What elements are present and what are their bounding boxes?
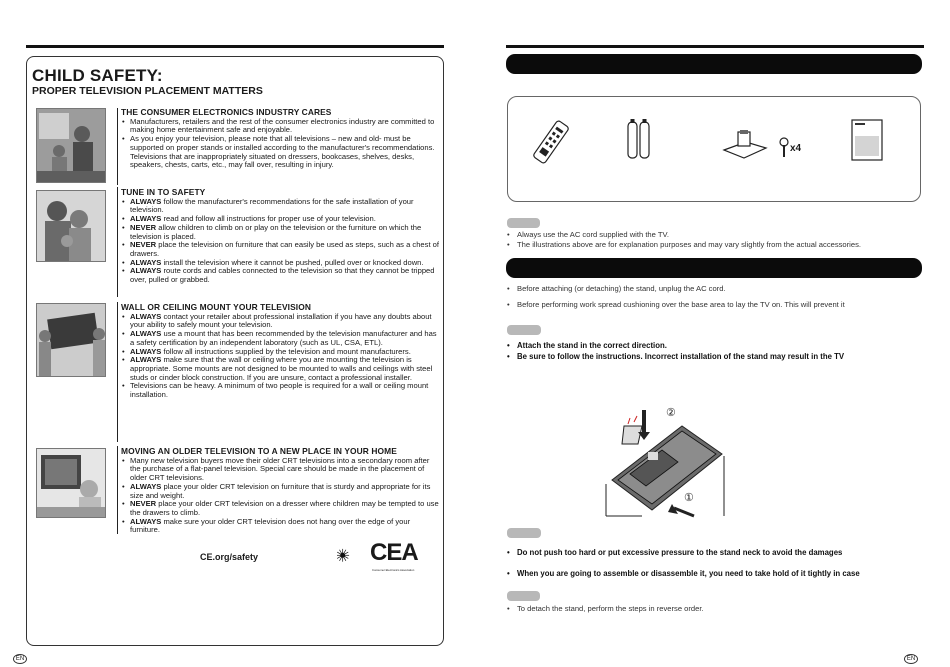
list-item: • The illustrations above are for explanation purposes and may vary slightly from the actual accessories.: [507, 240, 861, 250]
list-item: • Attach the stand in the correct direction.: [507, 340, 844, 351]
list-item: • ALWAYS place your older CRT television on furniture that is sturdy and appropriate for its size and weight.: [121, 483, 439, 500]
caution-list: [507, 542, 860, 584]
list-item: • As you enjoy your television, please note that all televisions – new and old- must be supported on proper stands or installed according to the manufacturer's recommendations. Televisions that are inappropriately situated on dressers, bookcases, shelves, desks, speakers, chests, carts, etc., may fall over, resulting in injury.: [121, 135, 439, 170]
cea-logo-subtext: Consumer Electronics Association: [372, 568, 415, 572]
list-item: • Before performing work spread cushioning over the base area to lay the TV on. This will prevent it: [507, 297, 845, 313]
list-item: • When you are going to assemble or disassemble it, you need to take hold of it tightly in case: [507, 563, 860, 584]
section-divider: [117, 302, 118, 442]
list-item: • Always use the AC cord supplied with the TV.: [507, 230, 861, 240]
stand-icon: [720, 128, 770, 160]
list-item: • ALWAYS follow all instructions supplied by the television and mount manufacturers.: [121, 348, 439, 357]
section-wall-mount: [121, 303, 439, 400]
list-item: • NEVER allow children to climb on or play on the television or the furniture on which the television is placed.: [121, 224, 439, 241]
caution-list: [507, 340, 844, 362]
section-divider: [117, 187, 118, 297]
list-item: • NEVER place your older CRT television on a dresser where children may be tempted to use the drawers to climb.: [121, 500, 439, 517]
list-item: • Manufacturers, retailers and the rest of the consumer electronics industry are committed to making home entertainment safe and enjoyable.: [121, 118, 439, 135]
page-title: CHILD SAFETY:: [32, 66, 163, 85]
cea-burst-icon: [337, 538, 369, 574]
list-item: • ALWAYS make sure your older CRT television does not hang over the edge of your furniture.: [121, 518, 439, 535]
screw-quantity: x4: [790, 143, 802, 154]
safety-link[interactable]: CE.org/safety: [200, 552, 259, 562]
section-list: [121, 198, 439, 285]
list-item: • ALWAYS install the television where it cannot be pushed, pulled over or knocked down.: [121, 259, 439, 268]
list-item: • ALWAYS route cords and cables connected to the television so that they cannot be tripped over, pulled or grabbed.: [121, 267, 439, 284]
screw-icon: [778, 137, 790, 159]
section-list: [121, 457, 439, 535]
cea-logo: CEA: [370, 539, 418, 566]
remote-control-icon: [530, 118, 572, 166]
crt-tv-child-photo: [36, 448, 106, 518]
notes-list: [507, 230, 861, 250]
section-list: [121, 118, 439, 170]
list-item: • ALWAYS contact your retailer about professional installation if you have any doubts about your ability to safely mount your television.: [121, 313, 439, 330]
page-subtitle: PROPER TELEVISION PLACEMENT MATTERS: [32, 85, 263, 97]
list-item: • NEVER place the television on furniture that can easily be used as steps, such as a chest of drawers.: [121, 241, 439, 258]
section-header-bar: [506, 54, 922, 74]
list-item: • ALWAYS follow the manufacturer's recommendations for the safe installation of your television.: [121, 198, 439, 215]
page-number-badge: EN: [904, 654, 918, 664]
list-item: • Be sure to follow the instructions. Incorrect installation of the stand may result in the TV: [507, 351, 844, 362]
note-tag: [507, 591, 540, 601]
note-tag: [507, 218, 540, 228]
list-item: • ALWAYS read and follow all instructions for proper use of your television.: [121, 215, 439, 224]
caution-tag: [507, 325, 541, 335]
section-heading: THE CONSUMER ELECTRONICS INDUSTRY CARES: [121, 107, 332, 117]
notes-list: [507, 604, 704, 614]
family-tv-photo: [36, 108, 106, 183]
section-divider: [117, 446, 118, 534]
preparation-list: [507, 281, 845, 313]
section-tune-in: [121, 188, 439, 285]
section-industry-cares: [121, 108, 439, 170]
section-list: [121, 313, 439, 400]
section-heading: TUNE IN TO SAFETY: [121, 187, 206, 197]
right-top-rule: [506, 45, 924, 48]
section-header-bar: [506, 258, 922, 278]
page-number-badge: EN: [13, 654, 27, 664]
section-divider: [117, 108, 118, 185]
list-item: • Do not push too hard or put excessive pressure to the stand neck to avoid the damages: [507, 542, 860, 563]
left-top-rule: [26, 45, 444, 48]
section-heading: WALL OR CEILING MOUNT YOUR TELEVISION: [121, 302, 311, 312]
parents-child-photo: [36, 190, 106, 262]
section-moving-crt: [121, 447, 439, 535]
list-item: • Before attaching (or detaching) the stand, unplug the AC cord.: [507, 281, 845, 297]
manual-booklet-icon: [850, 118, 884, 162]
list-item: • Televisions can be heavy. A minimum of two people is required for a wall or ceiling mount installation.: [121, 382, 439, 399]
caution-tag: [507, 528, 541, 538]
section-heading: MOVING AN OLDER TELEVISION TO A NEW PLACE IN YOUR HOME: [121, 446, 397, 456]
list-item: • To detach the stand, perform the steps in reverse order.: [507, 604, 704, 614]
step-1-label: ①: [684, 492, 694, 504]
stand-assembly-illustration: [602, 404, 730, 526]
list-item: • Many new television buyers move their older CRT televisions into a secondary room after the purchase of a flat-panel television. Special care should be made in the placement of older CRT televisions.: [121, 457, 439, 483]
wall-mount-photo: [36, 303, 106, 377]
list-item: • ALWAYS make sure that the wall or ceiling where you are mounting the television is appropriate. Some mounts are not designed to be mounted to walls and ceilings with steel studs or cinder block construction. If you are unsure, contact a professional installer.: [121, 356, 439, 382]
list-item: • ALWAYS use a mount that has been recommended by the television manufacturer and has a safety certification by an independent laboratory (such as UL, CSA, ETL).: [121, 330, 439, 347]
batteries-icon: [626, 118, 652, 160]
step-2-label: ②: [666, 407, 676, 419]
